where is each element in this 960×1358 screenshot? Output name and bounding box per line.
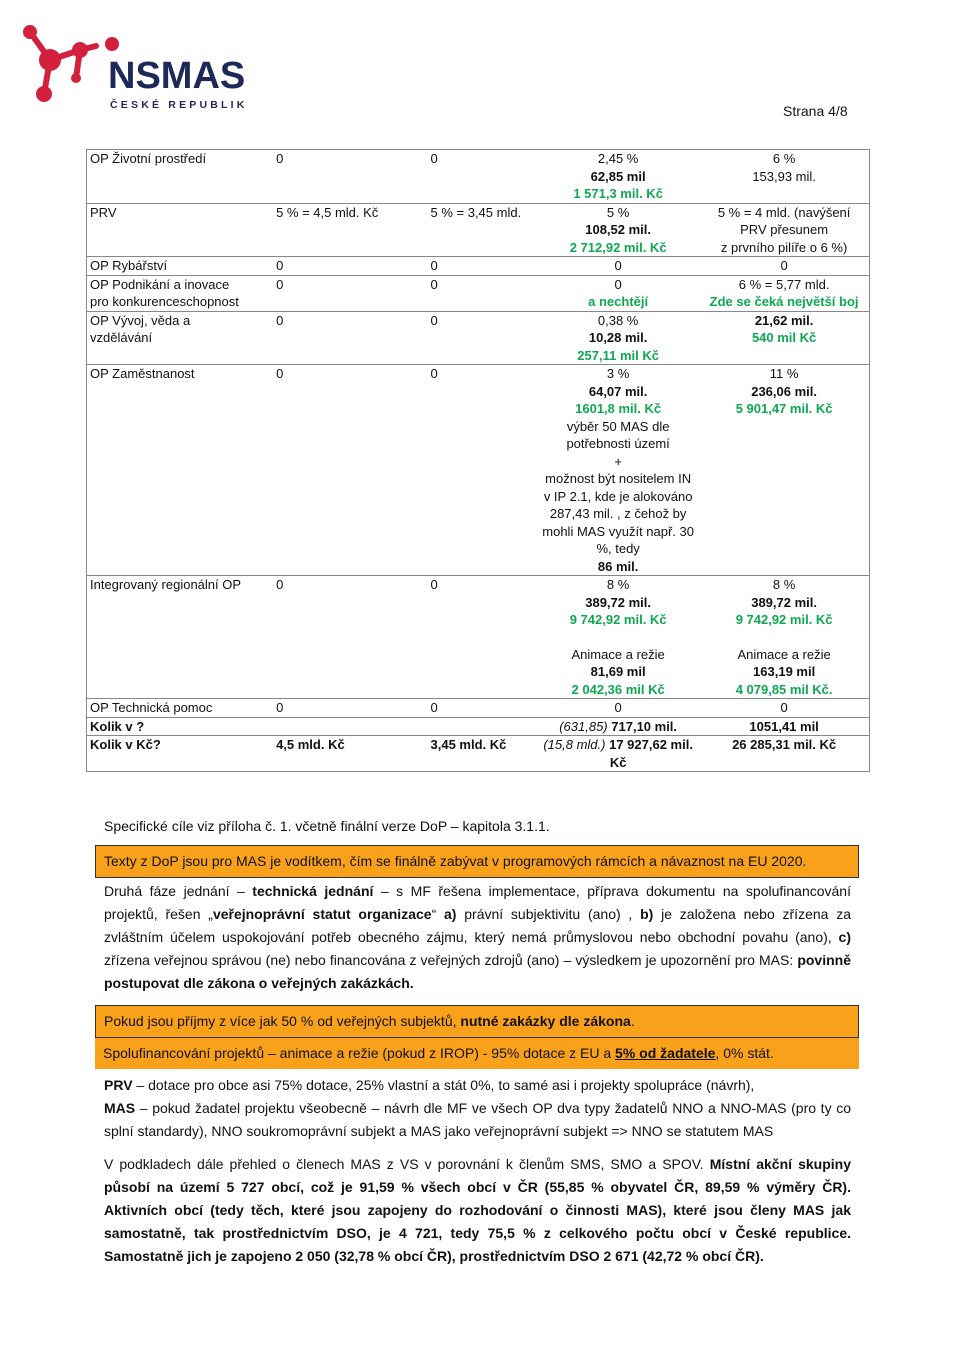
- col2-value: 3,45 mld. Kč: [428, 736, 538, 772]
- highlight-box-dop: Texty z DoP jsou pro MAS je vodítkem, čím se finálně zabývat v programových rámcích a návaznost na EU 2020.: [95, 845, 859, 878]
- table-row: [87, 576, 870, 699]
- col2-value: [428, 717, 538, 736]
- col1-value: 0: [276, 275, 427, 311]
- col1-value: 4,5 mld. Kč: [276, 736, 427, 772]
- table-row: [87, 736, 870, 772]
- logo-text: NSMAS: [108, 55, 244, 97]
- table-row: [87, 365, 870, 576]
- col4-value: 8 % 389,72 mil. 9 742,92 mil. Kč Animace a režie 163,19 mil 4 079,85 mil Kč.: [699, 576, 869, 699]
- col1-value: [276, 717, 427, 736]
- table-row: [87, 150, 870, 204]
- table-row: [87, 717, 870, 736]
- col1-value: 0: [276, 257, 427, 276]
- second-phase-paragraph: Druhá fáze jednání – technická jednání – s MF řešena implementace, příprava dokumentu na spolufinancování projektů, řešen „veřejnoprávní statut organizace“ a) právní subjektivitu (ano) , b) je založena nebo zřízena za zvláštním účelem uspokojování potřeb obecného zájmu, který nemá průmyslovou nebo obchodní povahu (ano), c) zřízena veřejnou správou (ne) nebo financována z veřejných zdrojů (ano) – výsledkem je upozornění pro MAS: povinně postupovat dle zákona o veřejných zakázkách.: [104, 883, 851, 991]
- col4-value: 6 % 153,93 mil.: [699, 150, 869, 204]
- col4-value: 0: [699, 699, 869, 718]
- col4-value: 11 % 236,06 mil. 5 901,47 mil. Kč: [699, 365, 869, 576]
- col3-value: 2,45 % 62,85 mil 1 571,3 mil. Kč: [537, 150, 699, 204]
- col4-value: 1051,41 mil: [699, 717, 869, 736]
- col2-value: 0: [428, 365, 538, 576]
- col2-value: 5 % = 3,45 mld.: [428, 203, 538, 257]
- col1-value: 0: [276, 699, 427, 718]
- row-label: OP Vývoj, věda a vzdělávání: [87, 311, 277, 365]
- col3-value: 8 % 389,72 mil. 9 742,92 mil. Kč Animace a režie 81,69 mil 2 042,36 mil Kč: [537, 576, 699, 699]
- row-label: OP Životní prostředí: [87, 150, 277, 204]
- col1-value: 0: [276, 150, 427, 204]
- col2-value: 0: [428, 699, 538, 718]
- row-label: Integrovaný regionální OP: [87, 576, 277, 699]
- col2-value: 0: [428, 311, 538, 365]
- col2-value: 0: [428, 576, 538, 699]
- row-label: OP Rybářství: [87, 257, 277, 276]
- col3-value: 0 a nechtějí: [537, 275, 699, 311]
- col3-value: 0,38 % 10,28 mil. 257,11 mil Kč: [537, 311, 699, 365]
- col3-value: 0: [537, 699, 699, 718]
- col2-value: 0: [428, 275, 538, 311]
- col2-value: 0: [428, 150, 538, 204]
- col2-value: 0: [428, 257, 538, 276]
- row-label: PRV: [87, 203, 277, 257]
- col3-value: (15,8 mld.) 17 927,62 mil. Kč: [537, 736, 699, 772]
- col1-value: 0: [276, 365, 427, 576]
- nsmas-logo: [14, 0, 244, 120]
- row-label: OP Technická pomoc: [87, 699, 277, 718]
- row-label: Kolik v Kč?: [87, 736, 277, 772]
- row-label: OP Podnikání a inovace pro konkurenceschopnost: [87, 275, 277, 311]
- page-number: Strana 4/8: [783, 103, 848, 119]
- table-row: [87, 275, 870, 311]
- col3-value: 3 % 64,07 mil. 1601,8 mil. Kč výběr 50 MAS dle potřebnosti území + možnost být nositelem IN v IP 2.1, kde je alokováno 287,43 mil. , z čehož by mohli MAS využít např. 30 %, tedy 86 mil.: [537, 365, 699, 576]
- logo-subtext: ČESKÉ REPUBLIKY: [110, 99, 244, 111]
- col3-value: 5 % 108,52 mil. 2 712,92 mil. Kč: [537, 203, 699, 257]
- logo-mark-icon: [14, 0, 244, 120]
- col1-value: 5 % = 4,5 mld. Kč: [276, 203, 427, 257]
- table-row: [87, 311, 870, 365]
- prv-mas-paragraph: PRV – dotace pro obce asi 75% dotace, 25% vlastní a stát 0%, to samé asi i projekty spolupráce (návrh), MAS – pokud žadatel projektu všeobecně – návrh dle MF ve všech OP dva typy žadatelů NNO a NNO-MAS (pro ty co splní standardy), NNO soukromoprávní subjekt a MAS jako veřejnoprávní subjekt => NNO se statutem MAS: [104, 1077, 851, 1139]
- col1-value: 0: [276, 576, 427, 699]
- highlight-box-cofinancing: Spolufinancování projektů – animace a režie (pokud z IROP) - 95% dotace z EU a 5% od žadatele, 0% stát.: [95, 1038, 859, 1069]
- table-row: [87, 203, 870, 257]
- highlight-box-income: Pokud jsou příjmy z více jak 50 % od veřejných subjektů, nutné zakázky dle zákona.: [95, 1005, 859, 1038]
- col4-value: 6 % = 5,77 mld. Zde se čeká největší boj: [699, 275, 869, 311]
- col1-value: 0: [276, 311, 427, 365]
- specific-goals-note: Specifické cíle viz příloha č. 1. včetně finální verze DoP – kapitola 3.1.1.: [104, 818, 550, 834]
- table-row: [87, 699, 870, 718]
- allocation-table: [86, 149, 870, 772]
- col4-value: 0: [699, 257, 869, 276]
- row-label: OP Zaměstnanost: [87, 365, 277, 576]
- table-row: [87, 257, 870, 276]
- members-paragraph: V podkladech dále přehled o členech MAS z VS v porovnání k členům SMS, SMO a SPOV. Místní akční skupiny působí na území 5 727 obcí, což je 91,59 % všech obcí v ČR (55,85 % obyvatel ČR, 89,59 % výměry ČR). Aktivních obcí (tedy těch, které jsou zapojeny do rozhodování o činnosti MAS), které jsou členy MAS jak samostatně, tak prostřednictvím DSO, je 4 721, tedy 75,5 % z celkového počtu obcí v České republice. Samostatně jich je zapojeno 2 050 (32,78 % obcí ČR), prostřednictvím DSO 2 671 (42,72 % obcí ČR).: [104, 1156, 851, 1264]
- col4-value: 5 % = 4 mld. (navýšení PRV přesunem z prvního pilíře o 6 %): [699, 203, 869, 257]
- col4-value: 21,62 mil. 540 mil Kč: [699, 311, 869, 365]
- col4-value: 26 285,31 mil. Kč: [699, 736, 869, 772]
- col3-value: (631,85) 717,10 mil.: [537, 717, 699, 736]
- row-label: Kolik v ?: [87, 717, 277, 736]
- col3-value: 0: [537, 257, 699, 276]
